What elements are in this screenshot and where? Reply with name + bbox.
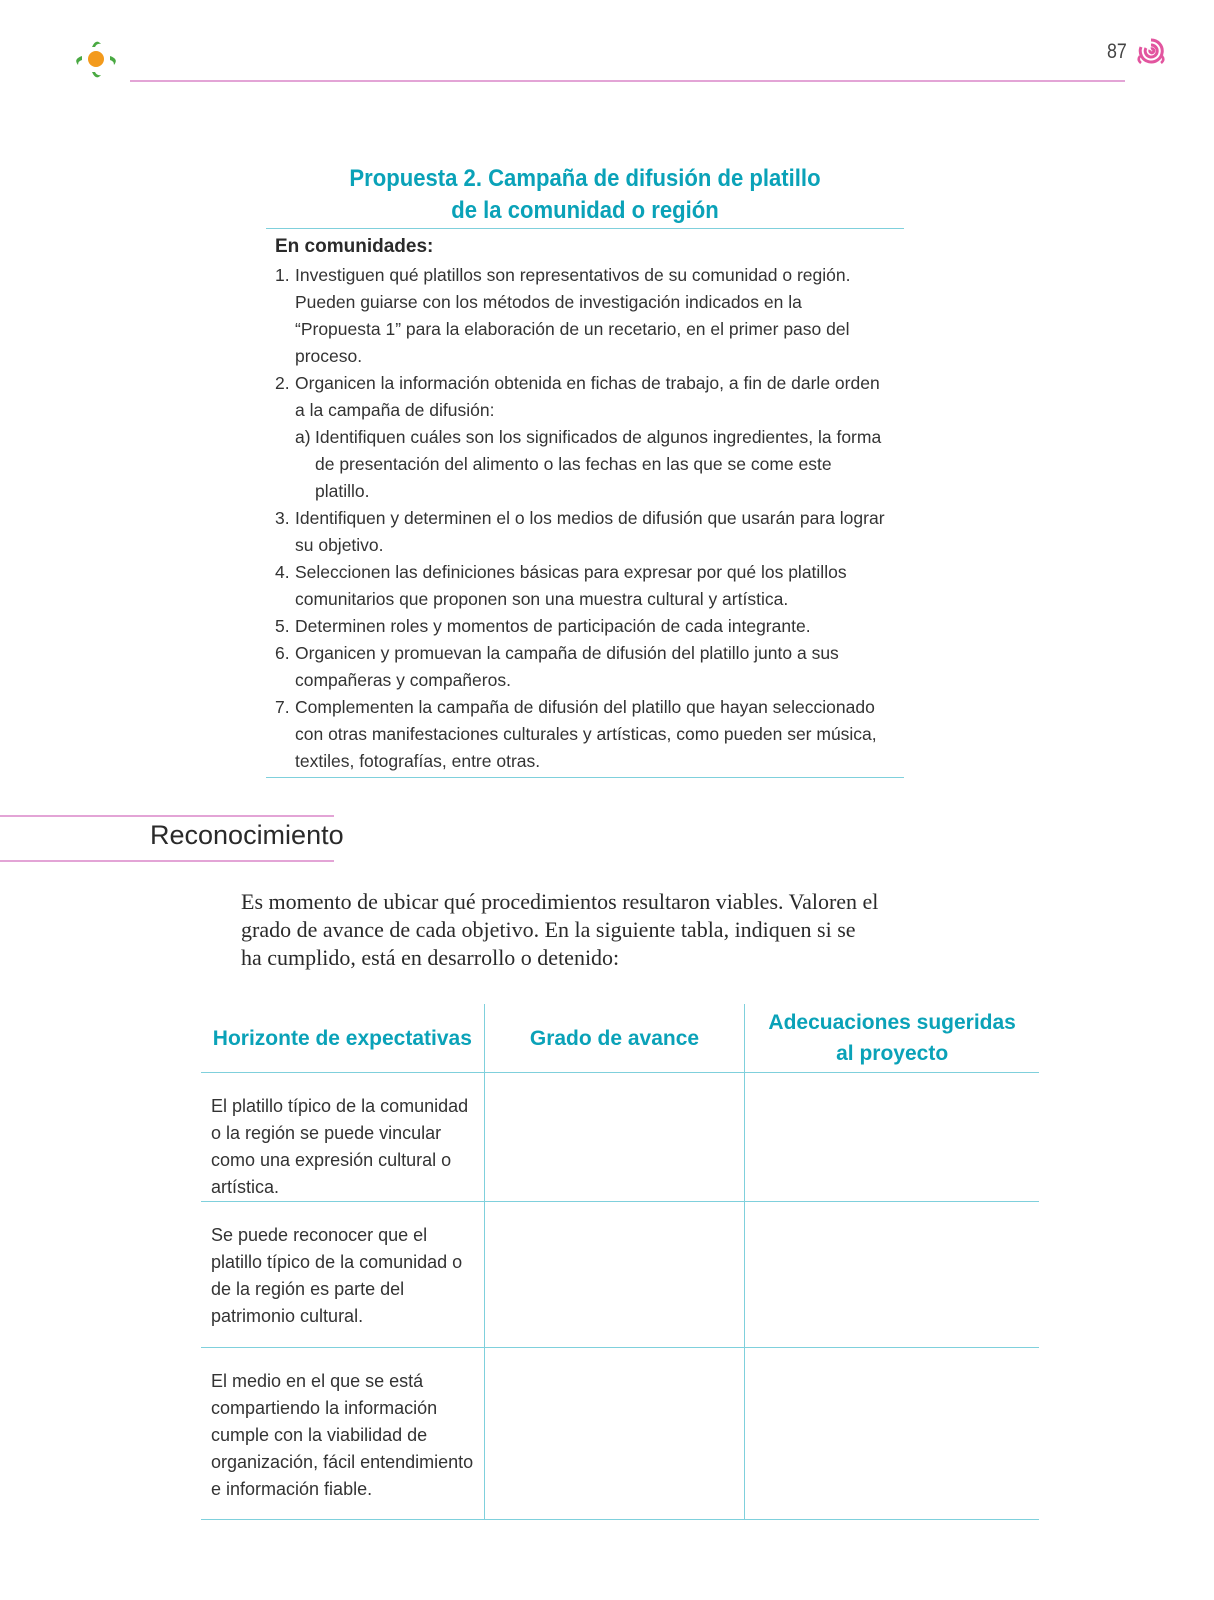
table-cell[interactable] [745,1202,1039,1348]
proposal-bottom-rule [266,777,904,778]
section-bottom-rule [0,860,334,862]
table-header-row [201,1004,1039,1073]
table-cell: Se puede reconocer que el platillo típico de la comunidad o de la región es parte del patrimonio cultural. [201,1202,484,1348]
proposal-top-rule [266,228,904,229]
list-item: 2. Organicen la información obtenida en fichas de trabajo, a fin de darle orden a la campaña de difusión: a) Identifiquen cuáles son los significados de algunos ingredientes, la forma de presentación del alimento o las fechas en las que se come este platillo. [275,370,885,505]
intro-paragraph: Es momento de ubicar qué procedimientos resultaron viables. Valoren el grado de avance de cada objetivo. En la siguiente tabla, indiquen si se ha cumplido, está en desarrollo o detenido: [241,889,879,970]
list-item: 5. Determinen roles y momentos de participación de cada integrante. [275,616,811,636]
table-cell[interactable] [484,1073,745,1202]
book-logo-icon [70,34,126,86]
swirl-icon [1136,36,1166,66]
expectations-table [201,1004,1039,1520]
list-item: 4. Seleccionen las definiciones básicas para expresar por qué los platillos comunitarios que proponen son una muestra cultural y artística. [275,562,847,609]
table-row [201,1348,1039,1520]
proposal-title [292,163,879,227]
sub-list-item: a) Identifiquen cuáles son los significados de algunos ingredientes, la forma de presentación del alimento o las fechas en las que se come este platillo. [295,427,882,501]
proposal-subheading: En comunidades: [275,236,434,257]
section-title: Reconocimiento [150,820,344,850]
list-item: 3. Identifiquen y determinen el o los medios de difusión que usarán para lograr su objetivo. [275,508,885,555]
table-row [201,1073,1039,1202]
column-header: Grado de avance [484,1004,745,1073]
header-rule [130,80,1125,82]
list-item: 7. Complementen la campaña de difusión del platillo que hayan seleccionado con otras manifestaciones culturales y artísticas, como pueden ser música, textiles, fotografías, entre otras. [275,697,877,771]
table-cell[interactable] [484,1202,745,1348]
column-header: Adecuaciones sugeridas al proyecto [745,1004,1039,1073]
list-item: 6. Organicen y promuevan la campaña de difusión del platillo junto a sus compañeras y compañeros. [275,643,839,690]
proposal-title-line2: de la comunidad o región [451,197,719,224]
table-cell[interactable] [484,1348,745,1520]
list-item: 1. Investiguen qué platillos son representativos de su comunidad o región. Pueden guiarse con los métodos de investigación indicados en la “Propuesta 1” para la elaboración de un recetario, en el primer paso del proceso. [275,265,851,366]
proposal-title-line1: Propuesta 2. Campaña de difusión de platillo [349,165,821,192]
column-header: Horizonte de expectativas [201,1004,484,1073]
table-cell: El medio en el que se está compartiendo la información cumple con la viabilidad de organización, fácil entendimiento e información fiable. [201,1348,484,1520]
steps-list [275,262,885,775]
table-cell[interactable] [745,1348,1039,1520]
section-top-rule [0,815,334,817]
table-cell: El platillo típico de la comunidad o la región se puede vincular como una expresión cultural o artística. [201,1073,484,1202]
table-row [201,1202,1039,1348]
table-cell[interactable] [745,1073,1039,1202]
page-number: 87 [1107,40,1127,63]
